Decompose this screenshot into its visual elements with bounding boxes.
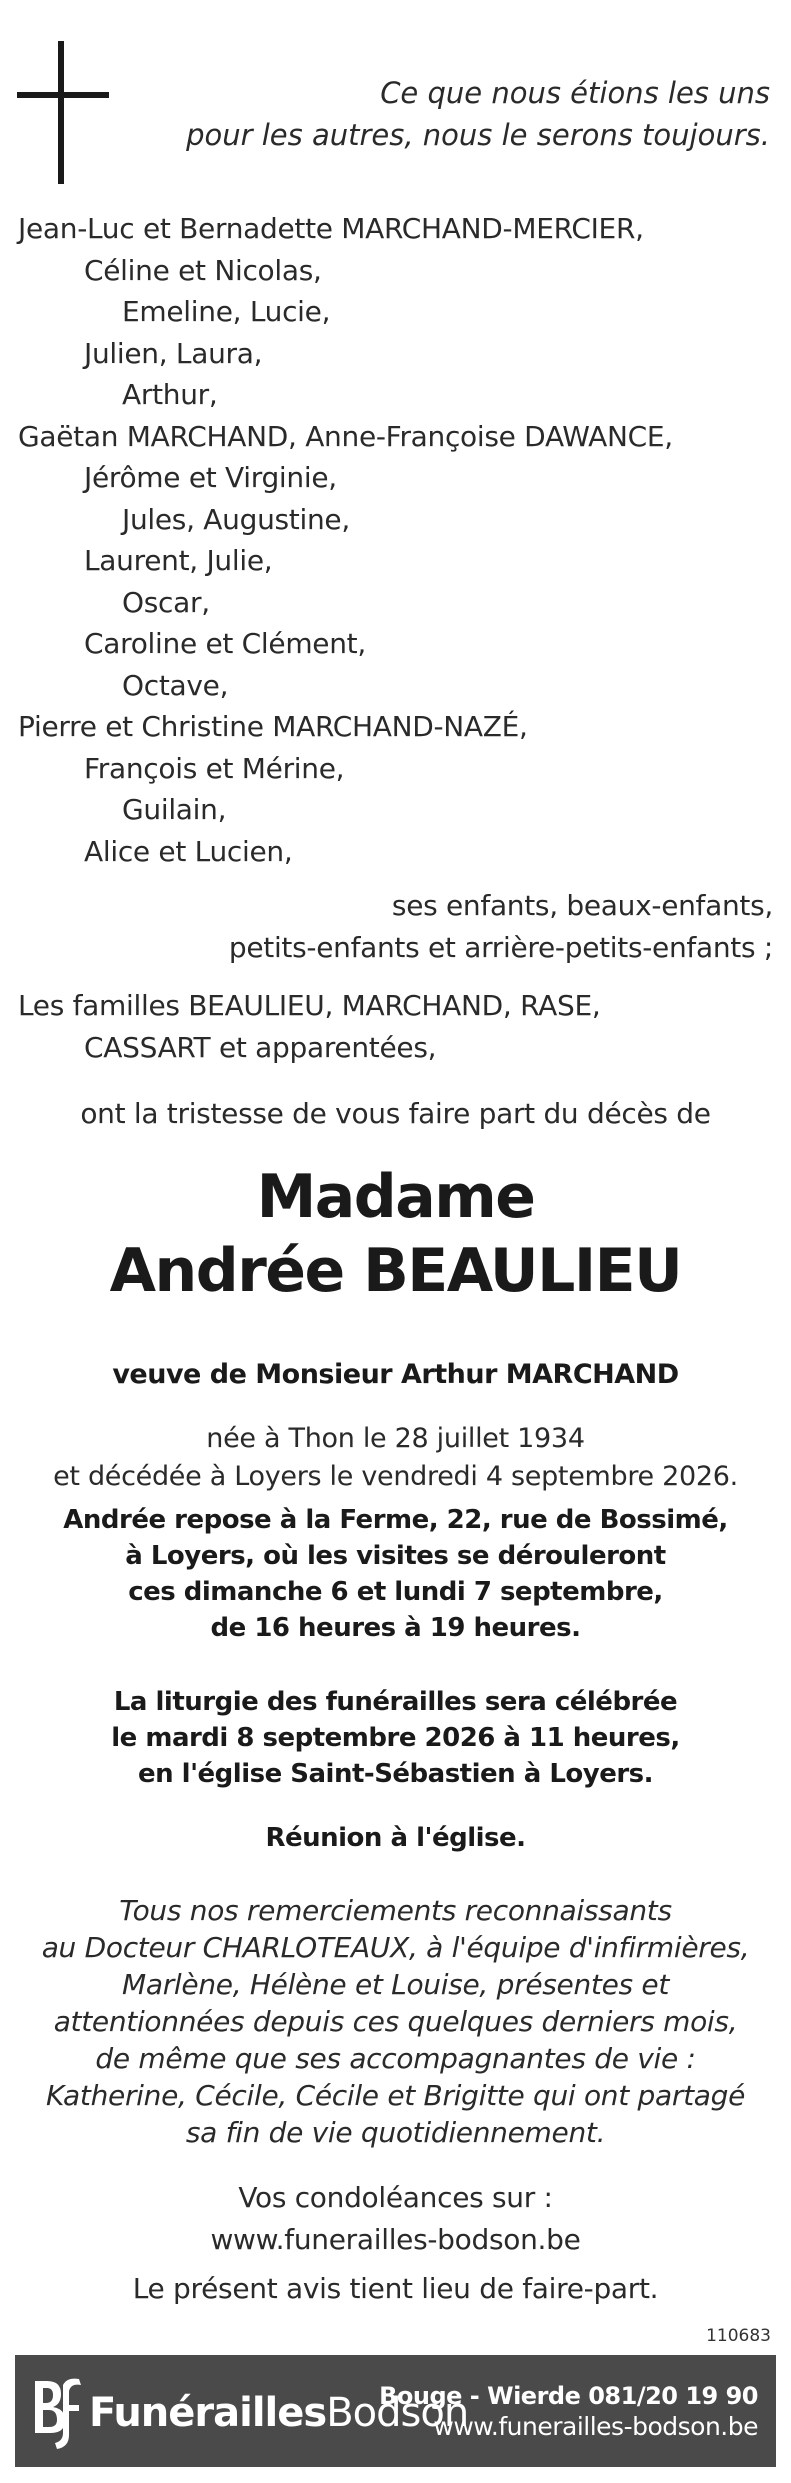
- bf-monogram-icon: [27, 2371, 87, 2451]
- families-line-2: CASSART et apparentées,: [84, 1031, 437, 1064]
- thanks-line: sa fin de vie quotidiennement.: [185, 2116, 606, 2149]
- relation-text: [100, 885, 773, 969]
- motto-line-2: pour les autres, nous le serons toujours.: [186, 118, 770, 152]
- announcement-text: ont la tristesse de vous faire part du décès de: [80, 1097, 711, 1130]
- family-member-line: François et Mérine,: [84, 751, 345, 785]
- family-member-line: Céline et Nicolas,: [84, 253, 322, 287]
- widow-of: veuve de Monsieur Arthur MARCHAND: [112, 1359, 679, 1390]
- repose-line: ces dimanche 6 et lundi 7 septembre,: [128, 1577, 663, 1607]
- family-member-line: Octave,: [122, 668, 229, 702]
- birth-date: née à Thon le 28 juillet 1934: [206, 1423, 585, 1454]
- family-member-line: Jean-Luc et Bernadette MARCHAND-MERCIER,: [18, 212, 644, 245]
- condolences-link[interactable]: www.funerailles-bodson.be: [210, 2223, 581, 2256]
- repose-line: à Loyers, où les visites se dérouleront: [125, 1541, 666, 1571]
- reunion-info: Réunion à l'église.: [265, 1823, 526, 1853]
- repose-info: [0, 1502, 791, 1646]
- repose-line: Andrée repose à la Ferme, 22, rue de Bossimé,: [63, 1505, 728, 1535]
- family-member-line: Gaëtan MARCHAND, Anne-Françoise DAWANCE,: [18, 419, 673, 453]
- funeral-home-banner: [15, 2355, 776, 2467]
- thanks-line: Marlène, Hélène et Louise, présentes et: [121, 1968, 669, 2001]
- family-member-line: Julien, Laura,: [84, 336, 263, 370]
- repose-line: de 16 heures à 19 heures.: [210, 1613, 581, 1643]
- contact-info: [379, 2381, 758, 2443]
- family-list: [18, 208, 778, 872]
- thanks-line: Tous nos remerciements reconnaissants: [119, 1894, 672, 1927]
- life-dates: [0, 1420, 791, 1496]
- motto-quote: [150, 72, 770, 156]
- family-member-line: Jules, Augustine,: [122, 502, 350, 536]
- notice-text: Le présent avis tient lieu de faire-part.: [132, 2272, 659, 2305]
- family-member-line: Jérôme et Virginie,: [84, 461, 337, 494]
- family-member-line: Guilain,: [122, 793, 227, 826]
- location-phone: Bouge - Wierde 081/20 19 90: [379, 2382, 758, 2410]
- family-member-line: Caroline et Clément,: [84, 627, 366, 660]
- family-member-line: Oscar,: [122, 585, 210, 619]
- deceased-title: Madame: [256, 1162, 535, 1232]
- deceased-fullname: Andrée BEAULIEU: [109, 1236, 682, 1306]
- relation-line-2: petits-enfants et arrière-petits-enfants ;: [228, 931, 773, 964]
- family-member-line: Arthur,: [122, 378, 218, 411]
- extended-families: [18, 985, 778, 1069]
- liturgy-line: en l'église Saint-Sébastien à Loyers.: [137, 1759, 654, 1789]
- thanks-line: au Docteur CHARLOTEAUX, à l'équipe d'infirmières,: [41, 1931, 750, 1964]
- liturgy-line: La liturgie des funérailles sera célébrée: [113, 1687, 678, 1717]
- deceased-name: [0, 1160, 791, 1308]
- condolences-label: Vos condoléances sur :: [238, 2181, 553, 2214]
- motto-line-1: Ce que nous étions les uns: [380, 76, 770, 110]
- thanks-line: Katherine, Cécile, Cécile et Brigitte qui ont partagé: [45, 2079, 746, 2112]
- website-link[interactable]: www.funerailles-bodson.be: [433, 2412, 758, 2441]
- families-line-1: Les familles BEAULIEU, MARCHAND, RASE,: [18, 989, 601, 1022]
- thanks-line: attentionnées depuis ces quelques derniers mois,: [53, 2005, 738, 2038]
- death-date: et décédée à Loyers le vendredi 4 septembre 2026.: [53, 1461, 738, 1492]
- family-member-line: Laurent, Julie,: [84, 544, 273, 577]
- family-member-line: Alice et Lucien,: [84, 834, 293, 868]
- thanks-text: [0, 1892, 791, 2151]
- relation-line-1: ses enfants, beaux-enfants,: [391, 889, 773, 922]
- thanks-line: de même que ses accompagnantes de vie :: [95, 2042, 696, 2075]
- liturgy-info: [0, 1684, 791, 1792]
- reference-number: 110683: [706, 2326, 771, 2346]
- brand-name-bold: Funérailles: [89, 2390, 327, 2436]
- liturgy-line: le mardi 8 septembre 2026 à 11 heures,: [111, 1723, 680, 1753]
- condolences: [0, 2177, 791, 2261]
- brand-name-regular: Bodson: [326, 2390, 469, 2436]
- family-member-line: Pierre et Christine MARCHAND-NAZÉ,: [18, 710, 528, 743]
- family-member-line: Emeline, Lucie,: [122, 295, 331, 328]
